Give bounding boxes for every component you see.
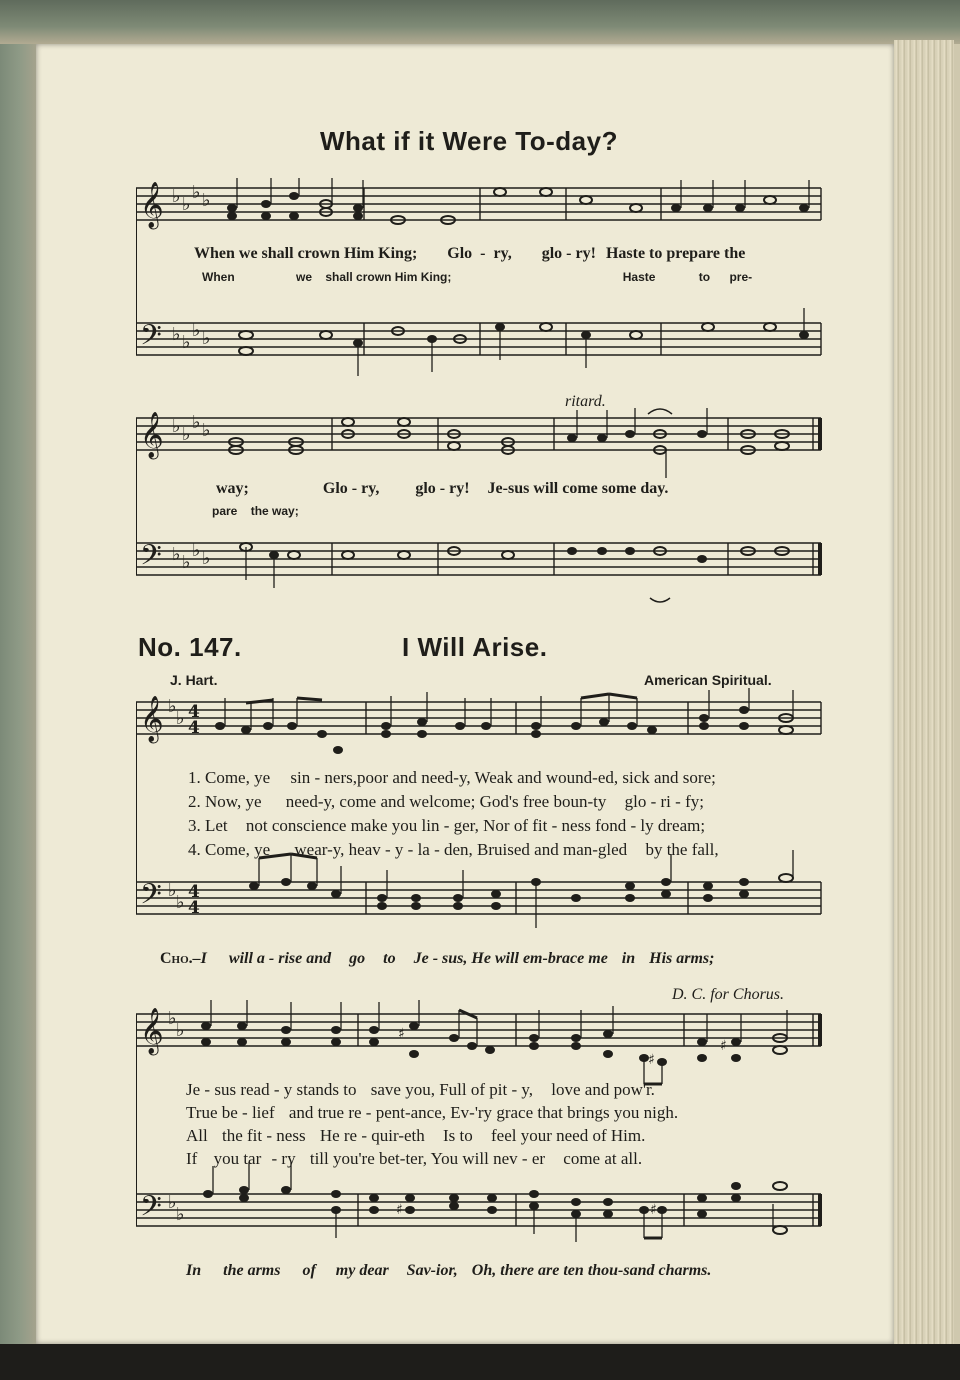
svg-text:♭: ♭ xyxy=(202,420,211,441)
svg-text:♭: ♭ xyxy=(176,1204,185,1225)
svg-text:4: 4 xyxy=(188,882,200,902)
music-system-4 xyxy=(136,1000,826,1250)
svg-text:♭: ♭ xyxy=(192,412,201,433)
svg-text:♭: ♭ xyxy=(182,332,191,353)
svg-text:♯: ♯ xyxy=(398,1026,405,1042)
hymn-title: I Will Arise. xyxy=(402,632,548,662)
svg-text:♭: ♭ xyxy=(176,892,185,913)
author-credit: J. Hart. xyxy=(170,672,218,688)
svg-text:𝄞: 𝄞 xyxy=(140,182,164,228)
svg-text:♭: ♭ xyxy=(176,708,185,729)
svg-text:4: 4 xyxy=(188,898,200,918)
bass-lyric-line-2: pare the way; xyxy=(212,504,299,518)
lyric-line-2: way; Glo - ry, glo - ry! Je-sus will come some day. xyxy=(216,480,669,497)
verse-3-line-1: 3. Let not conscience make you lin - ger, Nor of fit - ness fond - ly dream; xyxy=(188,816,706,835)
svg-text:♭: ♭ xyxy=(202,548,211,569)
verse-2-line-2: True be - lief and true re - pent-ance, Ev-'ry grace that brings you nigh. xyxy=(186,1103,679,1122)
hymnal-page xyxy=(36,44,894,1344)
svg-text:♭: ♭ xyxy=(168,1008,177,1029)
verse-1-line-1: 1. Come, ye sin - ners,poor and need-y, Weak and wound-ed, sick and sore; xyxy=(188,768,716,787)
source-credit: American Spiritual. xyxy=(644,672,772,688)
music-system-1 xyxy=(136,178,826,398)
svg-text:♭: ♭ xyxy=(192,320,201,341)
tempo-mark: ritard. xyxy=(565,393,606,410)
svg-text:♭: ♭ xyxy=(168,880,177,901)
svg-text:𝄞: 𝄞 xyxy=(140,696,164,742)
svg-text:♭: ♭ xyxy=(182,552,191,573)
svg-text:♭: ♭ xyxy=(202,328,211,349)
chorus-line-1: Cho.–I will a - rise and go to Je - sus, He will em-brace me in His arms; xyxy=(160,950,715,967)
svg-text:♯: ♯ xyxy=(396,1202,403,1218)
svg-text:♭: ♭ xyxy=(172,544,181,565)
svg-text:♭: ♭ xyxy=(202,190,211,211)
svg-text:♭: ♭ xyxy=(172,324,181,345)
svg-text:𝄞: 𝄞 xyxy=(140,1008,164,1054)
verse-4-line-2: If you tar - ry till you're bet-ter, You will nev - er come at all. xyxy=(186,1149,643,1168)
svg-text:♭: ♭ xyxy=(192,540,201,561)
lyric-line-1: When we shall crown Him King; Glo - ry, glo - ry! Haste to prepare the xyxy=(194,245,746,262)
verse-3-line-2: All the fit - ness He re - quir-eth Is to feel your need of Him. xyxy=(186,1126,646,1145)
svg-text:𝄞: 𝄞 xyxy=(140,412,164,458)
svg-text:𝄢: 𝄢 xyxy=(140,1190,162,1230)
svg-text:𝄢: 𝄢 xyxy=(140,539,162,579)
table-surface xyxy=(0,1344,960,1380)
svg-text:𝄢: 𝄢 xyxy=(140,319,162,359)
svg-text:♭: ♭ xyxy=(168,1192,177,1213)
book-top-edge xyxy=(0,0,960,44)
svg-text:♭: ♭ xyxy=(176,1020,185,1041)
bass-lyric-line-1: When we shall crown Him King; Haste to pre- xyxy=(202,270,753,284)
chorus-line-2: In the arms of my dear Sav-ior, Oh, there are ten thou-sand charms. xyxy=(186,1262,712,1279)
svg-text:𝄢: 𝄢 xyxy=(140,878,162,918)
svg-text:♭: ♭ xyxy=(172,186,181,207)
svg-text:♯: ♯ xyxy=(720,1038,727,1054)
svg-text:4: 4 xyxy=(188,718,200,738)
dc-mark: D. C. for Chorus. xyxy=(672,986,785,1003)
hymn-title-top: What if it Were To-day? xyxy=(320,126,618,156)
page-fore-edge xyxy=(894,40,954,1350)
verse-1-line-2: Je - sus read - y stands to save you, Full of pit - y, love and pow'r. xyxy=(186,1080,655,1099)
hymn-number: No. 147. xyxy=(138,632,242,662)
svg-text:♯: ♯ xyxy=(648,1052,655,1068)
svg-text:♭: ♭ xyxy=(168,696,177,717)
svg-text:♯: ♯ xyxy=(650,1202,657,1218)
svg-text:♭: ♭ xyxy=(182,424,191,445)
svg-text:♭: ♭ xyxy=(192,182,201,203)
svg-text:♭: ♭ xyxy=(172,416,181,437)
music-system-2 xyxy=(136,408,826,628)
svg-text:4: 4 xyxy=(188,702,200,722)
verse-4-line-1: 4. Come, ye wear-y, heav - y - la - den, Bruised and man-gled by the fall, xyxy=(188,840,719,859)
svg-text:♭: ♭ xyxy=(182,194,191,215)
verse-2-line-1: 2. Now, ye need-y, come and welcome; God's free boun-ty glo - ri - fy; xyxy=(188,792,704,811)
